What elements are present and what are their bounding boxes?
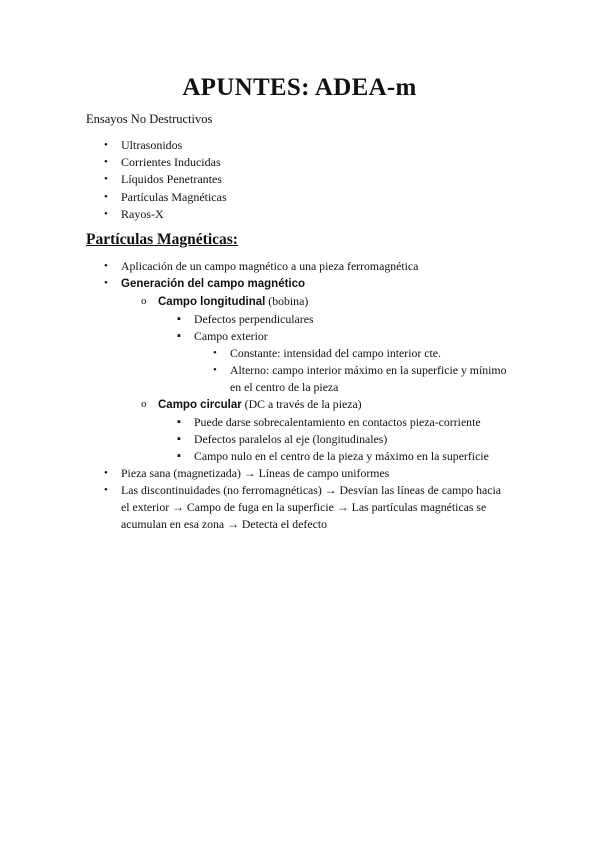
intro-line: Ensayos No Destructivos (86, 112, 213, 126)
list-item: • Aplicación de un campo magnético a una pieza ferromagnética (104, 259, 419, 273)
bullet-icon: • (104, 139, 108, 151)
list-item: • Líquidos Penetrantes (104, 172, 222, 187)
page-title: APUNTES: ADEA-m (182, 74, 417, 101)
list-item: • Las discontinuidades (no ferromagnéticas) → Desvían las líneas de campo hacia el exterior → Campo de fuga en la superficie → Las partículas magnéticas se acumulan en esa zona → Detecta el defecto (104, 483, 501, 531)
list-item: ▪ Campo nulo en el centro de la pieza y máximo en la superficie (177, 449, 489, 463)
list-item: • Constante: intensidad del campo interior cte. (213, 346, 441, 360)
list-item: • Rayos-X (104, 206, 164, 221)
bullet-icon: • (104, 277, 108, 289)
list-item: ▪ Defectos perpendiculares (177, 312, 314, 326)
list-item: • Pieza sana (magnetizada) → Líneas de campo uniformes (104, 466, 390, 480)
circle-bullet-icon: o (141, 295, 147, 307)
list-item: • Partículas Magnéticas (104, 189, 227, 204)
circle-bullet-icon: o (141, 398, 147, 410)
square-bullet-icon: ▪ (177, 416, 181, 428)
bullet-icon: • (104, 484, 108, 496)
bullet-icon: • (213, 347, 217, 359)
section-heading: Partículas Magnéticas: (86, 231, 238, 248)
bullet-icon: • (213, 364, 217, 376)
list-item: ▪ Puede darse sobrecalentamiento en contactos pieza-corriente (177, 415, 481, 429)
list-item: • Corrientes Inducidas (104, 155, 221, 170)
methods-list (0, 137, 599, 223)
list-item: • Generación del campo magnético (104, 277, 306, 290)
bullet-icon: • (104, 207, 108, 220)
square-bullet-icon: ▪ (177, 330, 181, 342)
list-item: o Campo circular (DC a través de la pieza) (141, 397, 362, 411)
square-bullet-icon: ▪ (177, 433, 181, 445)
bullet-icon: • (104, 156, 108, 169)
magnetic-particles-list (0, 258, 599, 533)
bullet-icon: • (104, 467, 108, 479)
square-bullet-icon: ▪ (177, 450, 181, 462)
list-item: o Campo longitudinal (bobina) (141, 294, 309, 308)
bullet-icon: • (104, 173, 108, 186)
bullet-icon: • (104, 190, 108, 203)
list-item: • Alterno: campo interior máximo en la superficie y mínimo en el centro de la pieza (213, 363, 507, 394)
square-bullet-icon: ▪ (177, 313, 181, 325)
bullet-icon: • (104, 260, 108, 272)
list-item: ▪ Defectos paralelos al eje (longitudinales) (177, 432, 388, 446)
list-item: ▪ Campo exterior (177, 329, 268, 343)
list-item: • Ultrasonidos (104, 138, 183, 152)
